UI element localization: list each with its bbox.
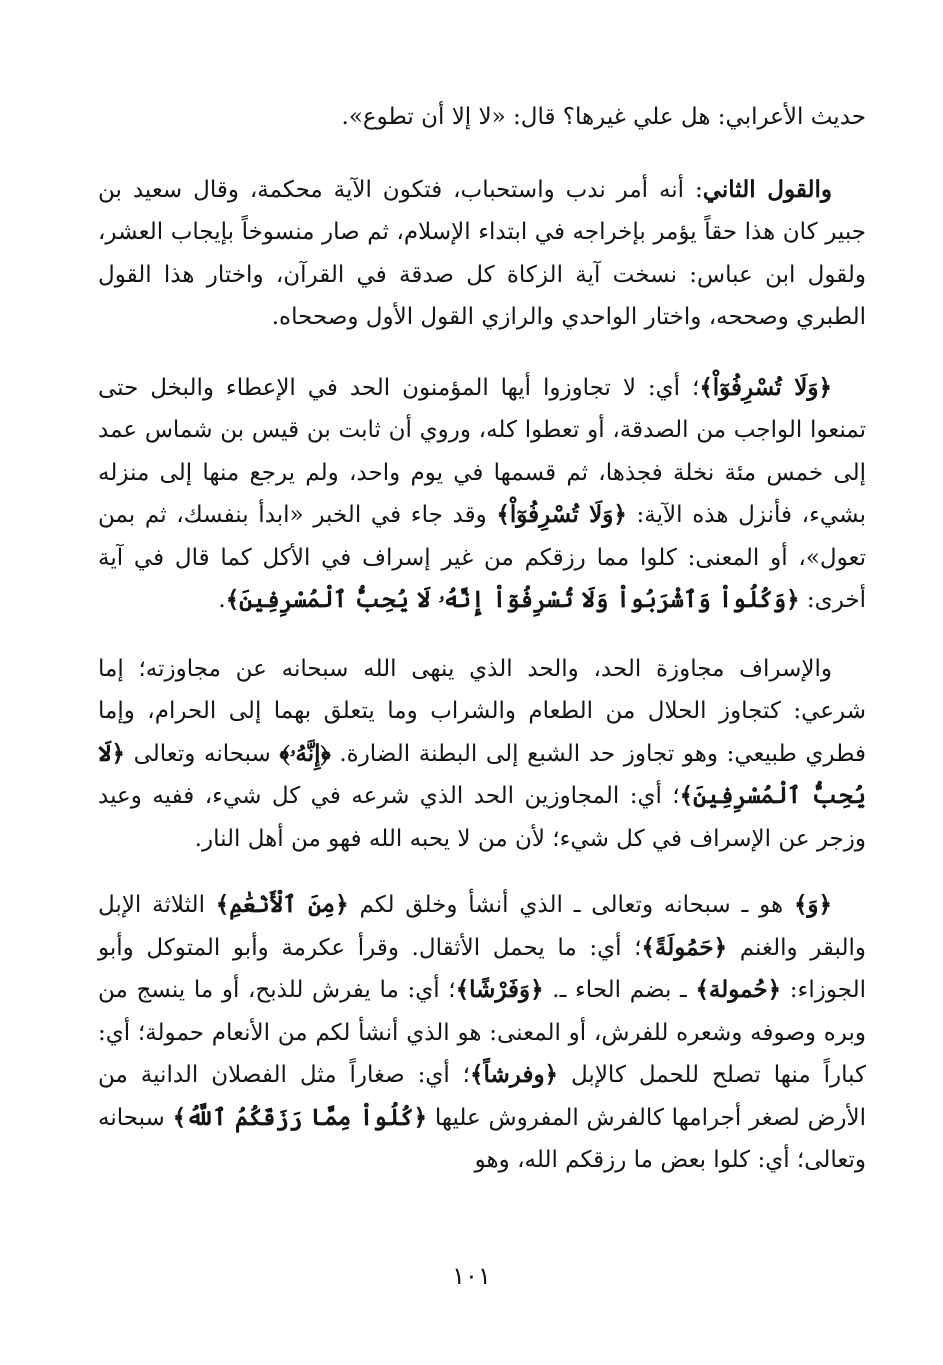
paragraph-text: : أنه أمر ندب واستحباب، فتكون الآية محكمة، وقال سعيد بن جبير كان هذا حقاً يؤمر بإخراجه في ابتداء الإسلام، ثم صار منسوخاً بإيجاب العشر، ولقول ابن عباس: نسخت آية الزكاة كل صدقة في القرآن، واختار هذا القول الطبري وصححه، واختار الواحدي والرازي القول الأول وصححاه.	[98, 176, 866, 330]
quran-quote: ﴿حَمُولَةً﴾	[641, 933, 728, 961]
quran-quote: ﴿مِنَ ٱلْأَنْعَٰمِ﴾	[215, 891, 349, 918]
quran-quote: ﴿وَلَا تُسْرِفُوٓاْ﴾	[496, 501, 627, 528]
quran-quote: ﴿كُلُواْ مِمَّا رَزَقَكُمُ ٱللَّهُ﴾	[172, 1103, 428, 1131]
paragraph-text: حديث الأعرابي: هل علي غيرها؟ قال: «لا إلا أن تطوع».	[341, 104, 866, 130]
paragraph-gap	[98, 139, 866, 169]
quran-quote: ﴿وَ﴾	[793, 891, 833, 918]
paragraph-text: الثلاثة الإبل والبقر والغنم	[98, 892, 866, 961]
paragraph-text: وقد جاء في الخبر «ابدأ بنفسك، ثم بمن تعول»، أو المعنى: كلوا مما رزقكم من غير إسراف في الأكل كما قال في آية أخرى:	[98, 502, 866, 613]
paragraph-text: ؛ أي: صغاراً مثل الفصلان الدانية من الأرض لصغر أجرامها كالفرش المفروش عليها	[98, 1062, 866, 1131]
paragraph-gap	[98, 860, 866, 884]
quran-quote: ﴿وَكُلُواْ وَٱشْرَبُواْ وَلَا تُسْرِفُوٓاْ إِنَّهُۥ لَا يُحِبُّ ٱلْمُسْرِفِينَ﴾	[225, 586, 800, 613]
paragraph-text: ـ بضم الحاء ـ.	[543, 977, 696, 1003]
paragraph-text: سبحانه وتعالى	[124, 740, 280, 767]
quran-quote: ﴿إِنَّهُۥ﴾	[279, 739, 331, 767]
paragraph-text: سبحانه وتعالى؛ أي: كلوا بعض ما رزقكم الله، وهو	[98, 1104, 866, 1173]
paragraph-text: ؛ أي: المجاوزين الحد الذي شرعه في كل شيء، ففيه وعيد وزجر عن الإسراف في كل شيء؛ لأن من لا يحبه الله فهو من أهل النار.	[98, 783, 866, 852]
page-body	[98, 96, 866, 1182]
paragraph-text: .	[218, 587, 226, 613]
paragraph-israf-definition	[98, 648, 866, 861]
paragraph-anam	[98, 884, 866, 1182]
quran-quote: ﴿حُمولة﴾	[695, 976, 782, 1003]
paragraph-gap	[98, 339, 866, 367]
paragraph-israf-verse	[98, 367, 866, 622]
paragraph-gap	[98, 622, 866, 648]
quran-quote: ﴿لَا يُحِبُّ ٱلْمُسْرِفِينَ﴾	[98, 739, 866, 809]
paragraph-continuation	[98, 96, 866, 139]
paragraph-lead: والقول الثاني	[702, 175, 832, 203]
quran-quote: ﴿وَفَرْشًا﴾	[455, 976, 544, 1003]
paragraph-text: والإسراف مجاوزة الحد، والحد الذي ينهى الله سبحانه عن مجاوزته؛ إما شرعي: كتجاوز الحلال من الطعام والشراب وما يتعلق بهما إلى الحرام، وإما فطري طبيعي: وهو تجاوز حد الشبع إلى البطنة الضارة.	[98, 655, 866, 767]
page-number: ١٠١	[452, 1262, 491, 1290]
quran-quote: ﴿وفرشاً﴾	[470, 1061, 559, 1088]
paragraph-text: ؛ أي: ما يحمل الأثقال. وقرأ عكرمة وأبو المتوكل وأبو الجوزاء:	[98, 934, 866, 1003]
paragraph-text: هو ـ سبحانه وتعالى ـ الذي أنشأ وخلق لكم	[348, 892, 794, 918]
paragraph-text: ؛ أي: لا تجاوزوا أيها المؤمنون الحد في الإعطاء والبخل حتى تمنعوا الواجب من الصدقة، أو تعطوا كله، وروي أن ثابت بن قيس بن شماس عمد إلى خمس مئة نخلة فجذها، ثم قسمها في يوم واحد، ولم يرجع منها إلى منزله بشيء، فأنزل هذه الآية:	[98, 374, 866, 528]
paragraph-text: ؛ أي: ما يفرش للذبح، أو ما ينسج من وبره وصوفه وشعره للفرش، أو المعنى: هو الذي أنشأ لكم من الأنعام حمولة؛ أي: كباراً منها تصلح للحمل كالإبل	[98, 977, 866, 1088]
quran-quote: ﴿وَلَا تُسْرِفُوٓاْ﴾	[699, 373, 832, 401]
paragraph-second-opinion	[98, 169, 866, 339]
